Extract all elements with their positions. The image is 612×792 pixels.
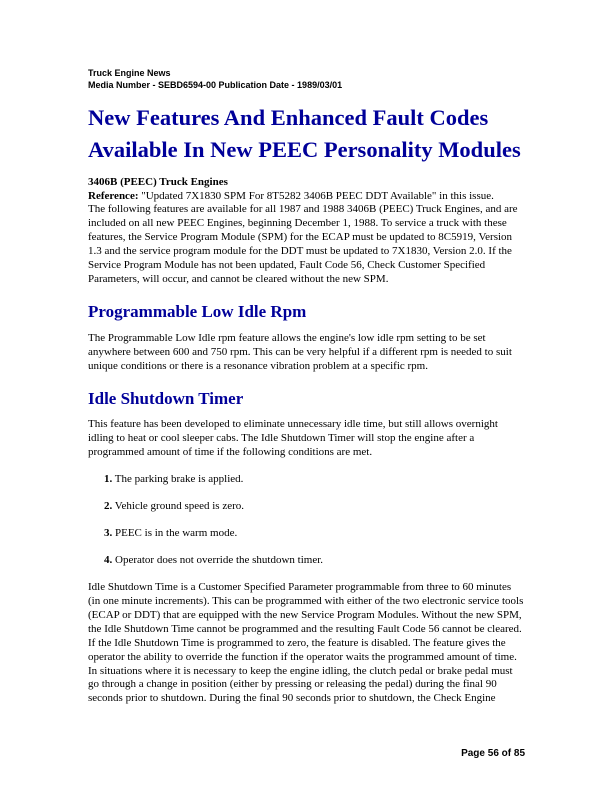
idle-shutdown-paragraph: This feature has been developed to eliminate unnecessary idle time, but still allows overnight idling to heat or cool sleeper cabs. The Idle Shutdown Timer will stop the engine after a programmed amount of time if the following conditions are met. bbox=[88, 417, 498, 458]
media-number-line: Media Number - SEBD6594-00 Publication Date - 1989/03/01 bbox=[88, 79, 343, 90]
list-item-text: The parking brake is applied. bbox=[112, 472, 244, 485]
list-item bbox=[88, 527, 525, 541]
section-heading-low-idle: Programmable Low Idle Rpm bbox=[88, 302, 307, 322]
low-idle-paragraph: The Programmable Low Idle rpm feature allows the engine's low idle rpm setting to be set anywhere between 600 and 750 rpm. This can be very helpful if a different rpm is needed to suit unique conditions or there is a resonance vibration problem at a specific rpm. bbox=[88, 331, 512, 372]
list-item bbox=[88, 554, 525, 568]
reference-text: "Updated 7X1830 SPM For 8T5282 3406B PEEC DDT Available" in this issue. bbox=[138, 190, 494, 203]
shutdown-conditions-list bbox=[88, 473, 525, 568]
reference-line bbox=[88, 189, 525, 203]
idle-shutdown-detail-paragraph: Idle Shutdown Time is a Customer Specified Parameter programmable from three to 60 minutes (in one minute increments). This can be programmed with either of the two electronic service tools (ECAP or DDT) that are equipped with the new Service Program Modules. Without the new SPM, the Idle Shutdown Time cannot be programmed and the resulting Fault Code 56 cannot be cleared. If the Idle Shutdown Time is programmed to zero, the feature is disabled. The feature gives the operator the ability to override the function if the operator waits the programmed amount of time. In situations where it is necessary to keep the engine idling, the clutch pedal or brake pedal must go through a change in position (either by pressing or releasing the pedal) during the final 90 seconds prior to shutdown. During the final 90 seconds prior to shutdown, the Check Engine bbox=[88, 580, 524, 705]
reference-label: Reference: bbox=[88, 190, 139, 203]
list-item-number: 2. bbox=[104, 499, 113, 512]
intro-paragraph: The following features are available for all 1987 and 1988 3406B (PEEC) Truck Engines, and are included on all new PEEC Engines, beginning December 1, 1988. To service a truck with these features, the Service Program Module (SPM) for the ECAP must be updated to 8C5919, Version 1.3 and the service program module for the DDT must be updated to 7X1830, Version 2.0. If the Service Program Module has not been updated, Fault Code 56, Check Customer Specified Parameters, will occur, and cannot be cleared without the new SPM. bbox=[88, 203, 518, 286]
section-heading-idle-shutdown: Idle Shutdown Timer bbox=[88, 388, 244, 408]
page-title: New Features And Enhanced Fault Codes Available In New PEEC Personality Modules bbox=[88, 105, 521, 163]
document-header bbox=[88, 68, 525, 91]
list-item-text: PEEC is in the warm mode. bbox=[112, 526, 238, 539]
list-item-number: 4. bbox=[104, 553, 113, 566]
publication-name: Truck Engine News bbox=[88, 68, 171, 78]
list-item-number: 3. bbox=[104, 526, 113, 539]
list-item-text: Operator does not override the shutdown timer. bbox=[112, 553, 324, 566]
list-item-number: 1. bbox=[104, 472, 113, 485]
list-item-text: Vehicle ground speed is zero. bbox=[112, 499, 245, 512]
page-number: Page 56 of 85 bbox=[461, 748, 525, 759]
list-item bbox=[88, 500, 525, 514]
list-item bbox=[88, 473, 525, 487]
subject-line: 3406B (PEEC) Truck Engines bbox=[88, 176, 228, 189]
